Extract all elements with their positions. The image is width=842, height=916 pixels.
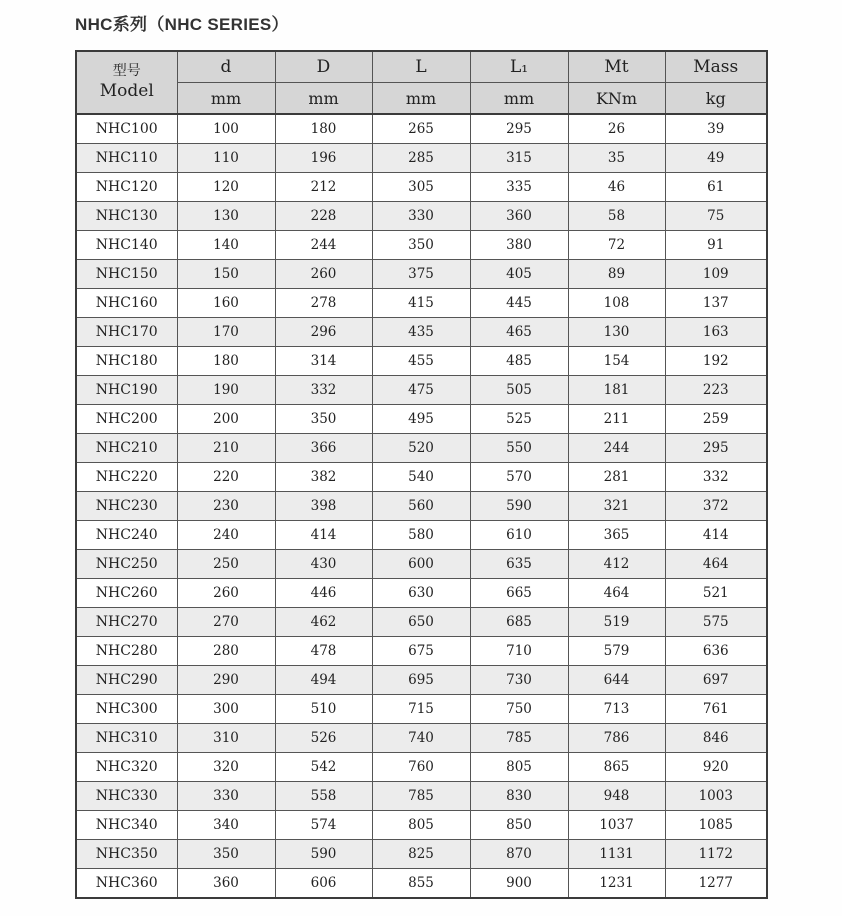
value-cell-L1: 505 (470, 376, 568, 405)
value-cell-L: 740 (372, 724, 470, 753)
value-cell-L1: 805 (470, 753, 568, 782)
value-cell-L: 285 (372, 144, 470, 173)
model-cell: NHC130 (76, 202, 177, 231)
model-cell: NHC160 (76, 289, 177, 318)
table-row (76, 114, 767, 144)
value-cell-Mt: 1131 (568, 840, 665, 869)
value-cell-Mt: 464 (568, 579, 665, 608)
value-cell-Mt: 154 (568, 347, 665, 376)
value-cell-d: 120 (177, 173, 275, 202)
value-cell-L1: 635 (470, 550, 568, 579)
value-cell-Mass: 91 (665, 231, 767, 260)
table-row (76, 608, 767, 637)
model-cell: NHC280 (76, 637, 177, 666)
value-cell-L1: 610 (470, 521, 568, 550)
value-cell-L: 520 (372, 434, 470, 463)
model-cell: NHC250 (76, 550, 177, 579)
value-cell-Mass: 259 (665, 405, 767, 434)
table-row (76, 260, 767, 289)
value-cell-Mt: 130 (568, 318, 665, 347)
value-cell-D: 196 (275, 144, 372, 173)
value-cell-d: 180 (177, 347, 275, 376)
value-cell-d: 150 (177, 260, 275, 289)
table-row (76, 753, 767, 782)
value-cell-Mt: 1231 (568, 869, 665, 899)
model-cell: NHC180 (76, 347, 177, 376)
value-cell-D: 606 (275, 869, 372, 899)
value-cell-L: 560 (372, 492, 470, 521)
header-row-names (76, 51, 767, 83)
column-unit-D: mm (275, 83, 372, 115)
value-cell-L1: 665 (470, 579, 568, 608)
value-cell-Mass: 75 (665, 202, 767, 231)
column-header-L: L (372, 51, 470, 83)
value-cell-D: 296 (275, 318, 372, 347)
value-cell-d: 160 (177, 289, 275, 318)
value-cell-L: 825 (372, 840, 470, 869)
value-cell-L: 435 (372, 318, 470, 347)
value-cell-Mass: 192 (665, 347, 767, 376)
value-cell-D: 244 (275, 231, 372, 260)
value-cell-D: 350 (275, 405, 372, 434)
value-cell-L: 475 (372, 376, 470, 405)
value-cell-D: 260 (275, 260, 372, 289)
value-cell-Mt: 519 (568, 608, 665, 637)
value-cell-Mt: 948 (568, 782, 665, 811)
spec-table (75, 50, 768, 899)
value-cell-Mt: 644 (568, 666, 665, 695)
value-cell-d: 100 (177, 114, 275, 144)
model-cell: NHC110 (76, 144, 177, 173)
value-cell-Mass: 223 (665, 376, 767, 405)
value-cell-d: 280 (177, 637, 275, 666)
table-body (76, 114, 767, 898)
table-row (76, 289, 767, 318)
value-cell-d: 310 (177, 724, 275, 753)
model-cell: NHC150 (76, 260, 177, 289)
value-cell-Mass: 332 (665, 463, 767, 492)
value-cell-d: 140 (177, 231, 275, 260)
value-cell-L1: 405 (470, 260, 568, 289)
value-cell-L1: 570 (470, 463, 568, 492)
column-header-d: d (177, 51, 275, 83)
value-cell-d: 250 (177, 550, 275, 579)
column-header-model (76, 51, 177, 114)
table-row (76, 521, 767, 550)
value-cell-L: 715 (372, 695, 470, 724)
value-cell-L: 580 (372, 521, 470, 550)
value-cell-L: 675 (372, 637, 470, 666)
value-cell-Mt: 35 (568, 144, 665, 173)
value-cell-D: 574 (275, 811, 372, 840)
value-cell-Mt: 211 (568, 405, 665, 434)
value-cell-L1: 525 (470, 405, 568, 434)
table-row (76, 724, 767, 753)
value-cell-D: 382 (275, 463, 372, 492)
value-cell-Mass: 414 (665, 521, 767, 550)
table-row (76, 405, 767, 434)
value-cell-d: 210 (177, 434, 275, 463)
model-cell: NHC360 (76, 869, 177, 899)
column-header-Mass: Mass (665, 51, 767, 83)
value-cell-L: 695 (372, 666, 470, 695)
value-cell-d: 220 (177, 463, 275, 492)
value-cell-d: 110 (177, 144, 275, 173)
value-cell-Mt: 108 (568, 289, 665, 318)
value-cell-Mt: 26 (568, 114, 665, 144)
value-cell-d: 130 (177, 202, 275, 231)
value-cell-L: 600 (372, 550, 470, 579)
value-cell-Mass: 697 (665, 666, 767, 695)
column-unit-L: mm (372, 83, 470, 115)
value-cell-L1: 750 (470, 695, 568, 724)
value-cell-Mt: 46 (568, 173, 665, 202)
value-cell-Mt: 412 (568, 550, 665, 579)
value-cell-L1: 550 (470, 434, 568, 463)
header-row-units (76, 83, 767, 115)
value-cell-D: 180 (275, 114, 372, 144)
model-cell: NHC320 (76, 753, 177, 782)
model-cell: NHC270 (76, 608, 177, 637)
model-cell: NHC120 (76, 173, 177, 202)
column-header-L1: L₁ (470, 51, 568, 83)
value-cell-d: 290 (177, 666, 275, 695)
value-cell-D: 446 (275, 579, 372, 608)
value-cell-Mass: 846 (665, 724, 767, 753)
model-cell: NHC200 (76, 405, 177, 434)
value-cell-d: 300 (177, 695, 275, 724)
value-cell-Mass: 1277 (665, 869, 767, 899)
value-cell-Mass: 521 (665, 579, 767, 608)
value-cell-Mt: 89 (568, 260, 665, 289)
table-row (76, 637, 767, 666)
value-cell-L1: 315 (470, 144, 568, 173)
value-cell-L: 415 (372, 289, 470, 318)
value-cell-Mt: 365 (568, 521, 665, 550)
value-cell-D: 228 (275, 202, 372, 231)
table-row (76, 492, 767, 521)
model-cell: NHC240 (76, 521, 177, 550)
value-cell-D: 278 (275, 289, 372, 318)
value-cell-d: 260 (177, 579, 275, 608)
value-cell-Mt: 321 (568, 492, 665, 521)
value-cell-D: 510 (275, 695, 372, 724)
table-row (76, 231, 767, 260)
value-cell-d: 170 (177, 318, 275, 347)
value-cell-d: 330 (177, 782, 275, 811)
value-cell-D: 494 (275, 666, 372, 695)
model-cell: NHC290 (76, 666, 177, 695)
model-header-cn: 型号 (112, 63, 141, 80)
table-row (76, 579, 767, 608)
value-cell-d: 350 (177, 840, 275, 869)
value-cell-L1: 485 (470, 347, 568, 376)
model-cell: NHC260 (76, 579, 177, 608)
value-cell-Mt: 72 (568, 231, 665, 260)
column-unit-d: mm (177, 83, 275, 115)
value-cell-Mass: 137 (665, 289, 767, 318)
table-row (76, 144, 767, 173)
model-cell: NHC310 (76, 724, 177, 753)
value-cell-D: 478 (275, 637, 372, 666)
value-cell-L1: 685 (470, 608, 568, 637)
value-cell-D: 462 (275, 608, 372, 637)
value-cell-d: 270 (177, 608, 275, 637)
value-cell-L: 540 (372, 463, 470, 492)
value-cell-Mt: 244 (568, 434, 665, 463)
value-cell-Mass: 636 (665, 637, 767, 666)
value-cell-D: 314 (275, 347, 372, 376)
model-cell: NHC220 (76, 463, 177, 492)
table-row (76, 811, 767, 840)
value-cell-Mass: 575 (665, 608, 767, 637)
table-row (76, 202, 767, 231)
value-cell-D: 558 (275, 782, 372, 811)
value-cell-Mass: 295 (665, 434, 767, 463)
value-cell-L: 455 (372, 347, 470, 376)
value-cell-Mt: 865 (568, 753, 665, 782)
value-cell-Mass: 49 (665, 144, 767, 173)
value-cell-Mass: 61 (665, 173, 767, 202)
model-cell: NHC100 (76, 114, 177, 144)
value-cell-Mt: 58 (568, 202, 665, 231)
model-cell: NHC210 (76, 434, 177, 463)
model-cell: NHC330 (76, 782, 177, 811)
value-cell-L1: 830 (470, 782, 568, 811)
value-cell-Mt: 181 (568, 376, 665, 405)
value-cell-D: 212 (275, 173, 372, 202)
value-cell-Mass: 39 (665, 114, 767, 144)
value-cell-L1: 295 (470, 114, 568, 144)
column-unit-L1: mm (470, 83, 568, 115)
value-cell-L1: 590 (470, 492, 568, 521)
value-cell-L: 330 (372, 202, 470, 231)
value-cell-d: 190 (177, 376, 275, 405)
value-cell-d: 320 (177, 753, 275, 782)
value-cell-Mass: 761 (665, 695, 767, 724)
column-unit-Mass: kg (665, 83, 767, 115)
model-cell: NHC190 (76, 376, 177, 405)
value-cell-L1: 445 (470, 289, 568, 318)
value-cell-L: 495 (372, 405, 470, 434)
value-cell-Mass: 464 (665, 550, 767, 579)
value-cell-Mt: 786 (568, 724, 665, 753)
table-row (76, 695, 767, 724)
value-cell-Mass: 920 (665, 753, 767, 782)
table-row (76, 869, 767, 899)
model-cell: NHC140 (76, 231, 177, 260)
value-cell-Mt: 1037 (568, 811, 665, 840)
table-header (76, 51, 767, 114)
value-cell-L1: 730 (470, 666, 568, 695)
value-cell-L: 805 (372, 811, 470, 840)
table-row (76, 347, 767, 376)
model-cell: NHC340 (76, 811, 177, 840)
value-cell-d: 240 (177, 521, 275, 550)
table-row (76, 666, 767, 695)
value-cell-L1: 380 (470, 231, 568, 260)
column-unit-Mt: KNm (568, 83, 665, 115)
table-row (76, 550, 767, 579)
value-cell-D: 590 (275, 840, 372, 869)
value-cell-D: 398 (275, 492, 372, 521)
value-cell-L1: 785 (470, 724, 568, 753)
value-cell-L: 785 (372, 782, 470, 811)
table-row (76, 376, 767, 405)
value-cell-L1: 870 (470, 840, 568, 869)
value-cell-L: 305 (372, 173, 470, 202)
value-cell-L: 265 (372, 114, 470, 144)
value-cell-D: 526 (275, 724, 372, 753)
value-cell-L: 350 (372, 231, 470, 260)
column-header-D: D (275, 51, 372, 83)
value-cell-L1: 335 (470, 173, 568, 202)
value-cell-D: 414 (275, 521, 372, 550)
value-cell-Mass: 1003 (665, 782, 767, 811)
value-cell-Mt: 579 (568, 637, 665, 666)
value-cell-Mt: 713 (568, 695, 665, 724)
table-row (76, 463, 767, 492)
value-cell-d: 360 (177, 869, 275, 899)
value-cell-L: 855 (372, 869, 470, 899)
value-cell-Mass: 1172 (665, 840, 767, 869)
value-cell-D: 332 (275, 376, 372, 405)
value-cell-Mass: 109 (665, 260, 767, 289)
model-cell: NHC170 (76, 318, 177, 347)
table-row (76, 434, 767, 463)
value-cell-L1: 710 (470, 637, 568, 666)
column-header-Mt: Mt (568, 51, 665, 83)
value-cell-L1: 850 (470, 811, 568, 840)
model-cell: NHC230 (76, 492, 177, 521)
value-cell-D: 430 (275, 550, 372, 579)
value-cell-d: 340 (177, 811, 275, 840)
value-cell-D: 542 (275, 753, 372, 782)
table-row (76, 318, 767, 347)
value-cell-L: 650 (372, 608, 470, 637)
value-cell-d: 230 (177, 492, 275, 521)
value-cell-Mass: 372 (665, 492, 767, 521)
value-cell-L1: 900 (470, 869, 568, 899)
value-cell-D: 366 (275, 434, 372, 463)
model-header-en: Model (99, 80, 154, 101)
model-cell: NHC300 (76, 695, 177, 724)
value-cell-L: 375 (372, 260, 470, 289)
value-cell-Mass: 1085 (665, 811, 767, 840)
value-cell-L1: 360 (470, 202, 568, 231)
value-cell-Mass: 163 (665, 318, 767, 347)
page-title: NHC系列（NHC SERIES） (75, 15, 289, 34)
table-row (76, 782, 767, 811)
value-cell-Mt: 281 (568, 463, 665, 492)
table-row (76, 173, 767, 202)
value-cell-L1: 465 (470, 318, 568, 347)
value-cell-d: 200 (177, 405, 275, 434)
model-cell: NHC350 (76, 840, 177, 869)
value-cell-L: 760 (372, 753, 470, 782)
value-cell-L: 630 (372, 579, 470, 608)
table-row (76, 840, 767, 869)
